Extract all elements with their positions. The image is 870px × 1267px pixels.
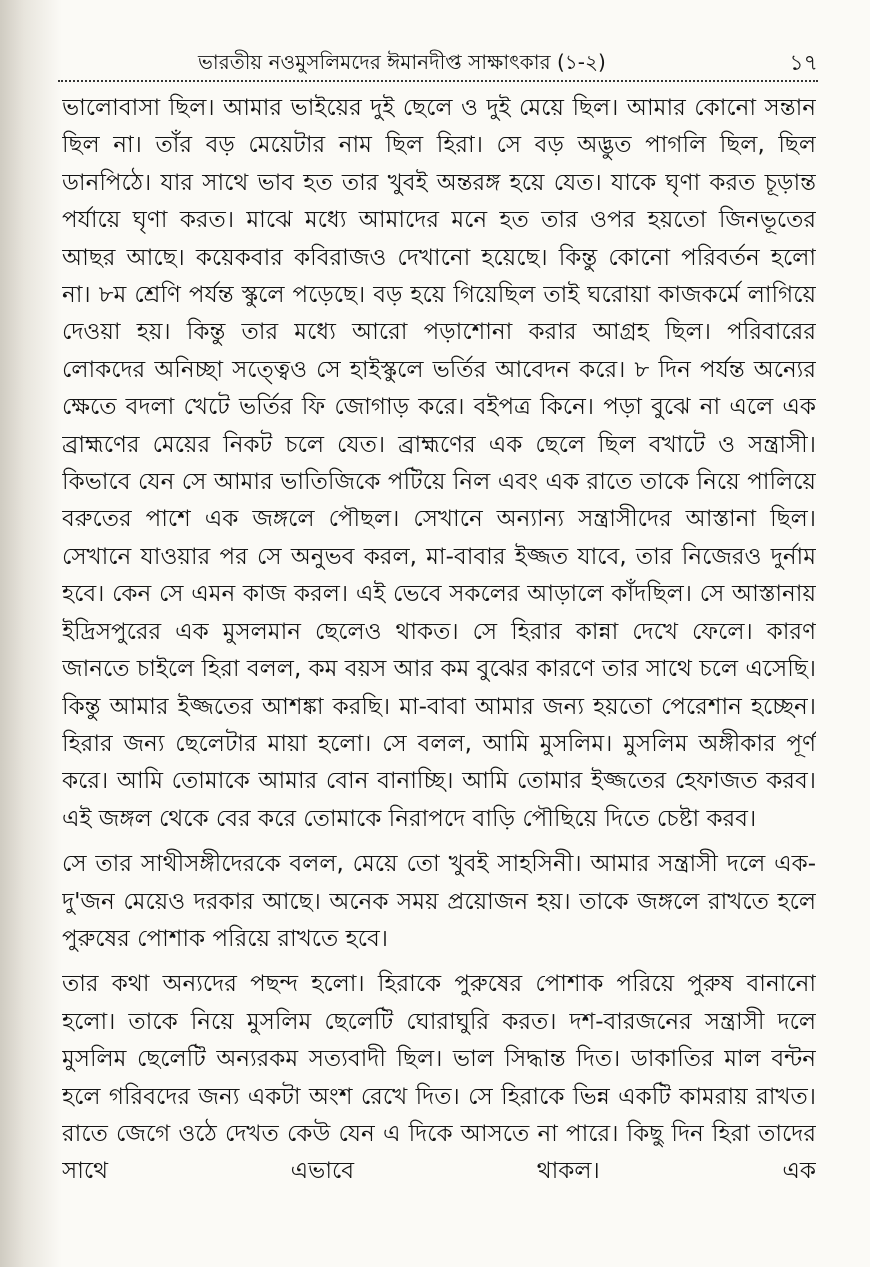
paragraph: ভালোবাসা ছিল। আমার ভাইয়ের দুই ছেলে ও দুই মেয়ে ছিল। আমার কোনো সন্তান ছিল না। তাঁর বড় মেয়েটার নাম ছিল হিরা। সে বড় অদ্ভুত পাগলি ছিল, ছিল ডানপিঠে। যার সাথে ভাব হত তার খুবই অন্তরঙ্গ হয়ে যেত। যাকে ঘৃণা করত চূড়ান্ত পর্যায়ে ঘৃণা করত। মাঝে মধ্যে আমাদের মনে হত তার ওপর হয়তো জিনভূতের আছর আছে। কয়েকবার কবিরাজও দেখানো হয়েছে। কিন্তু কোনো পরিবর্তন হলো না। ৮ম শ্রেণি পর্যন্ত স্কুলে পড়েছে। বড় হয়ে গিয়েছিল তাই ঘরোয়া কাজকর্মে লাগিয়ে দেওয়া হয়। কিন্তু তার মধ্যে আরো পড়াশোনা করার আগ্রহ ছিল। পরিবারের লোকদের অনিচ্ছা সত্ত্বেও সে হাইস্কুলে ভর্তির আবেদন করে। ৮ দিন পর্যন্ত অন্যের ক্ষেতে বদলা খেটে ভর্তির ফি জোগাড় করে। বইপত্র কিনে। পড়া বুঝে না এলে এক ব্রাহ্মণের মেয়ের নিকট চলে যেত। ব্রাহ্মণের এক ছেলে ছিল বখাটে ও সন্ত্রাসী। কিভাবে যেন সে আমার ভাতিজিকে পটিয়ে নিল এবং এক রাতে তাকে নিয়ে পালিয়ে বরুতের পাশে এক জঙ্গলে পৌছল। সেখানে অন্যান্য সন্ত্রাসীদের আস্তানা ছিল। সেখানে যাওয়ার পর সে অনুভব করল, মা-বাবার ইজ্জত যাবে, তার নিজেরও দুর্নাম হবে। কেন সে এমন কাজ করল। এই ভেবে সকলের আড়ালে কাঁদছিল। সে আস্তানায় ইদ্রিসপুরের এক মুসলমান ছেলেও থাকত। সে হিরার কান্না দেখে ফেলে। কারণ জানতে চাইলে হিরা বলল, কম বয়স আর কম বুঝের কারণে তার সাথে চলে এসেছি। কিন্তু আমার ইজ্জতের আশঙ্কা করছি। মা-বাবা আমার জন্য হয়তো পেরেশান হচ্ছেন। হিরার জন্য ছেলেটার মায়া হলো। সে বলল, আমি মুসলিম। মুসলিম অঙ্গীকার পূর্ণ করে। আমি তোমাকে আমার বোন বানাচ্ছি। আমি তোমার ইজ্জতের হেফাজত করব। এই জঙ্গল থেকে বের করে তোমাকে নিরাপদে বাড়ি পৌছিয়ে দিতে চেষ্টা করব। bbox=[62, 95, 816, 832]
body-text bbox=[62, 90, 816, 1250]
page-gutter-shadow bbox=[0, 0, 62, 1267]
page-number: ১৭ bbox=[789, 51, 818, 76]
paragraph: তার কথা অন্যদের পছন্দ হলো। হিরাকে পুরুষের পোশাক পরিয়ে পুরুষ বানানো হলো। তাকে নিয়ে মুসলিম ছেলেটি ঘোরাঘুরি করত। দশ-বারজনের সন্ত্রাসী দলে মুসলিম ছেলেটি অন্যরকম সত্যবাদী ছিল। ভাল সিদ্ধান্ত দিত। ডাকাতির মাল বন্টন হলে গরিবদের জন্য একটা অংশ রেখে দিত। সে হিরাকে ভিন্ন একটি কামরায় রাখত। রাতে জেগে ওঠে দেখত কেউ যেন এ দিকে আসতে না পারে। কিছু দিন হিরা তাদের সাথে এভাবে থাকল। এক bbox=[62, 971, 816, 1185]
paragraph: সে তার সাথীসঙ্গীদেরকে বলল, মেয়ে তো খুবই সাহসিনী। আমার সন্ত্রাসী দলে এক-দু'জন মেয়েও দরকার আছে। অনেক সময় প্রয়োজন হয়। তাকে জঙ্গলে রাখতে হলে পুরুষের পোশাক পরিয়ে রাখতে হবে। bbox=[62, 851, 816, 952]
page-header bbox=[58, 42, 818, 80]
running-title: ভারতীয় নওমুসলিমদের ঈমানদীপ্ত সাক্ষাৎকার (১-২) bbox=[198, 50, 606, 74]
header-divider bbox=[58, 80, 818, 82]
